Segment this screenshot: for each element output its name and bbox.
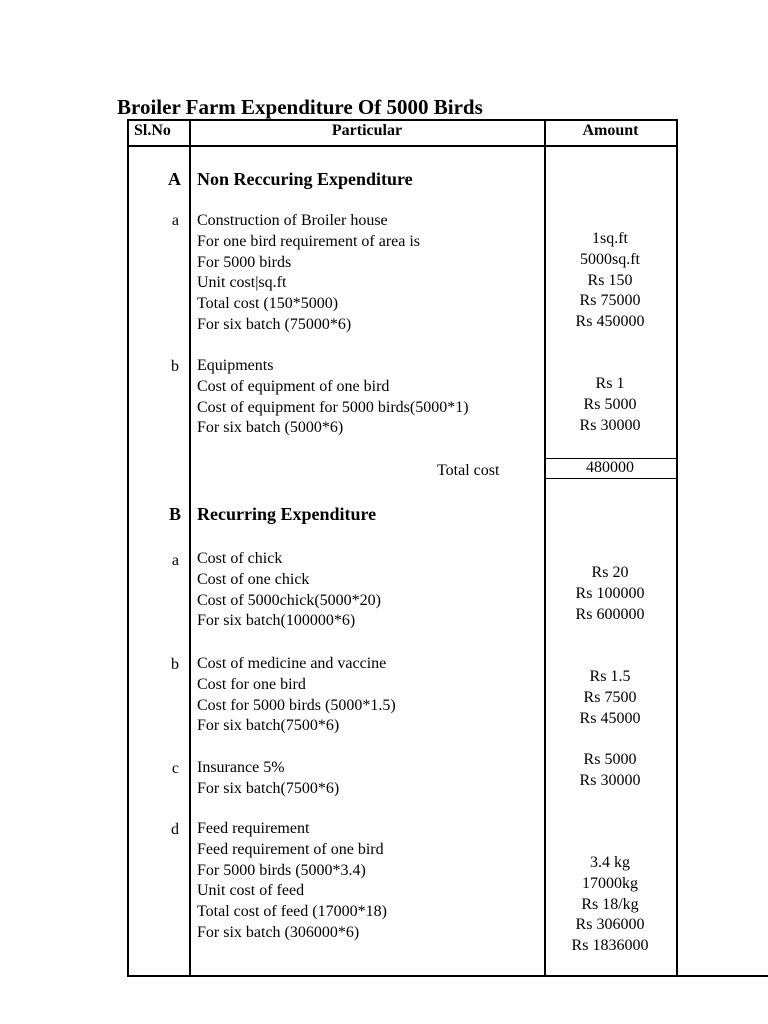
- item-bc-label: c: [171, 760, 179, 777]
- header-particular: Particular: [331, 122, 403, 139]
- item-a-lines: [197, 211, 420, 336]
- table-border-left: [127, 119, 129, 976]
- item-b-amounts: [545, 374, 675, 436]
- list-item: Cost of 5000chick(5000*20): [197, 591, 381, 609]
- list-item: Total cost of feed (17000*18): [197, 903, 387, 921]
- document-title: Broiler Farm Expenditure Of 5000 Birds: [117, 95, 483, 119]
- list-item: For six batch(7500*6): [197, 779, 340, 797]
- list-item: Cost of equipment of one bird: [197, 377, 390, 395]
- list-item: For six batch (306000*6): [197, 923, 360, 941]
- amount-value: Rs 100000: [575, 584, 645, 602]
- list-item: For six batch(100000*6): [197, 612, 356, 630]
- section-a-label: A: [168, 169, 181, 189]
- table-border-top: [127, 119, 678, 121]
- list-item: Feed requirement: [197, 820, 310, 837]
- amount-value: 1sq.ft: [592, 230, 628, 247]
- amount-value: 5000sq.ft: [580, 250, 640, 268]
- list-item: Feed requirement of one bird: [197, 840, 384, 858]
- amount-value: Rs 20: [591, 564, 629, 581]
- item-bd-label: d: [171, 821, 179, 838]
- amount-value: Rs 150: [587, 271, 633, 289]
- amount-value: Rs 5000: [583, 751, 637, 768]
- item-bd-amounts: [545, 853, 675, 957]
- item-ba-amounts: [545, 563, 675, 625]
- amount-value: 3.4 kg: [590, 854, 630, 871]
- list-item: For one bird requirement of area is: [197, 232, 421, 250]
- item-bc-amounts: [545, 750, 675, 792]
- item-bb-label: b: [171, 656, 179, 673]
- table-border-bottom: [127, 975, 768, 977]
- column-divider-1: [189, 119, 191, 976]
- item-bc-lines: [197, 758, 339, 800]
- amount-value: Rs 1836000: [571, 937, 649, 955]
- header-bottom-line: [127, 145, 678, 147]
- list-item: For six batch(7500*6): [197, 717, 340, 735]
- item-bd-lines: [197, 819, 387, 944]
- amount-value: Rs 306000: [575, 916, 645, 934]
- list-item: For 5000 birds: [197, 253, 292, 271]
- list-item: Construction of Broiler house: [197, 212, 388, 229]
- amount-value: Rs 18/kg: [581, 895, 639, 913]
- amount-value: Rs 75000: [579, 292, 641, 310]
- amount-value: Rs 7500: [583, 688, 637, 706]
- item-a-label: a: [171, 212, 179, 229]
- amount-value: Rs 1.5: [589, 668, 631, 685]
- list-item: Total cost (150*5000): [197, 295, 339, 313]
- section-b-title: Recurring Expenditure: [197, 504, 377, 524]
- list-item: For six batch (5000*6): [197, 419, 344, 437]
- amount-value: Rs 450000: [575, 313, 645, 331]
- item-bb-amounts: [545, 667, 675, 729]
- item-b-label: b: [171, 358, 179, 375]
- list-item: For six batch (75000*6): [197, 315, 352, 333]
- list-item: Equipments: [197, 357, 274, 374]
- header-amount: Amount: [582, 122, 639, 139]
- list-item: Cost of equipment for 5000 birds(5000*1): [197, 398, 469, 416]
- item-ba-lines: [197, 549, 381, 632]
- section-b-label: B: [168, 504, 181, 524]
- list-item: Cost for one bird: [197, 675, 306, 693]
- list-item: For 5000 birds (5000*3.4): [197, 861, 366, 879]
- list-item: Cost of one chick: [197, 570, 310, 588]
- item-b-lines: [197, 356, 469, 439]
- amount-value: Rs 1: [595, 375, 625, 392]
- total-cost-value: 480000: [586, 459, 634, 476]
- list-item: Cost of medicine and vaccine: [197, 655, 387, 672]
- amount-value: Rs 30000: [579, 771, 641, 789]
- table-border-right: [676, 119, 678, 976]
- item-bb-lines: [197, 654, 396, 737]
- list-item: Unit cost of feed: [197, 882, 305, 900]
- section-a-title: Non Reccuring Expenditure: [197, 169, 413, 189]
- amount-value: Rs 600000: [575, 605, 645, 623]
- header-slno: Sl.No: [134, 122, 171, 139]
- total-cost-label: Total cost: [437, 462, 500, 479]
- list-item: Unit cost|sq.ft: [197, 274, 287, 292]
- item-ba-label: a: [171, 552, 179, 569]
- list-item: Cost of chick: [197, 550, 283, 567]
- list-item: Cost for 5000 birds (5000*1.5): [197, 696, 396, 714]
- amount-value: Rs 30000: [579, 416, 641, 434]
- amount-value: 17000kg: [582, 874, 638, 892]
- item-a-amounts: [545, 229, 675, 333]
- amount-value: Rs 45000: [579, 709, 641, 727]
- list-item: Insurance 5%: [197, 759, 285, 776]
- amount-value: Rs 5000: [583, 395, 637, 413]
